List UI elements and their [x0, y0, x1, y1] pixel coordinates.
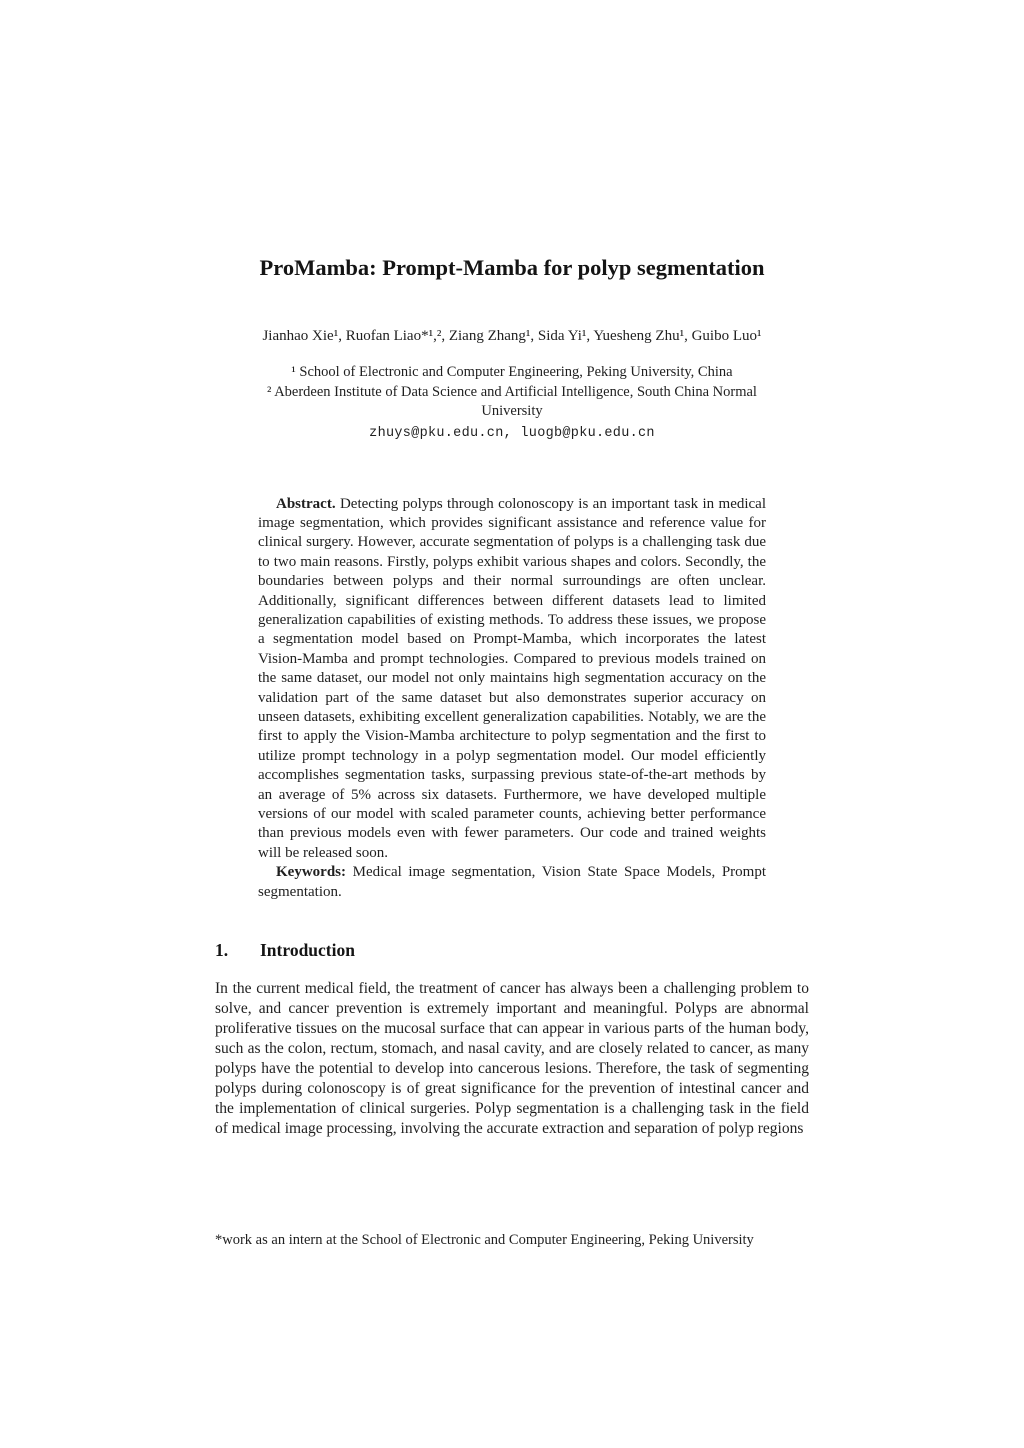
- paper-content-column: [215, 0, 809, 1139]
- abstract-label: Abstract.: [276, 495, 336, 512]
- affiliations-block: [215, 363, 809, 443]
- affiliation-1: ¹ School of Electronic and Computer Engineering, Peking University, China: [291, 364, 733, 380]
- section-heading-introduction: [215, 938, 809, 962]
- section-number: 1.: [215, 940, 229, 961]
- abstract-block: [258, 495, 766, 903]
- abstract-text: Detecting polyps through colonoscopy is an important task in medical image segmentation, which provides significant assistance and reference value for clinical surgery. However, accurate segmentation of polyps is a challenging task due to two main reasons. Firstly, polyps exhibit various shapes and colors. Secondly, the boundaries between polyps and their normal surroundings are often unclear. Additionally, significant differences between different datasets lead to limited generalization capabilities of existing methods. To address these issues, we propose a segmentation model based on Prompt-Mamba, which incorporates the latest Vision-Mamba and prompt technologies. Compared to previous models trained on the same dataset, our model not only maintains high segmentation accuracy on the validation part of the same dataset but also demonstrates superior accuracy on unseen datasets, exhibiting excellent generalization capabilities. Notably, we are the first to apply the Vision-Mamba architecture to polyp segmentation and the first to utilize prompt technology in a polyp segmentation model. Our model efficiently accomplishes segmentation tasks, surpassing previous state-of-the-art methods by an average of 5% across six datasets. Furthermore, we have developed multiple versions of our model with scaled parameter counts, achieving better performance than previous models even with fewer parameters. Our code and trained weights will be released soon.: [258, 495, 767, 861]
- affiliation-2: ² Aberdeen Institute of Data Science and Artificial Intelligence, South China Normal University: [267, 383, 757, 419]
- abstract-paragraph: [258, 495, 766, 864]
- section-title: Introduction: [260, 940, 355, 961]
- keywords-label: Keywords:: [276, 864, 346, 881]
- keywords-paragraph: [258, 863, 766, 902]
- introduction-paragraph: In the current medical field, the treatment of cancer has always been a challenging problem to solve, and cancer prevention is extremely important and meaningful. Polyps are abnormal proliferative tissues on the mucosal surface that can appear in various parts of the human body, such as the colon, rectum, stomach, and nasal cavity, and are closely related to cancer, as many polyps have the potential to develop into cancerous lesions. Therefore, the task of segmenting polyps during colonoscopy is of great significance for the prevention of intestinal cancer and the implementation of clinical surgeries. Polyp segmentation is a challenging task in the field of medical image processing, involving the accurate extraction and separation of polyp regions: [215, 980, 809, 1138]
- keywords-text: Medical image segmentation, Vision State Space Models, Prompt segmentation.: [258, 864, 767, 900]
- footnote: *work as an intern at the School of Electronic and Computer Engineering, Peking University: [215, 1232, 754, 1248]
- authors-line: Jianhao Xie¹, Ruofan Liao*¹,², Ziang Zhang¹, Sida Yi¹, Yuesheng Zhu¹, Guibo Luo¹: [262, 328, 762, 344]
- paper-title: ProMamba: Prompt-Mamba for polyp segmentation: [259, 255, 765, 280]
- author-emails: zhuys@pku.edu.cn, luogb@pku.edu.cn: [369, 425, 655, 441]
